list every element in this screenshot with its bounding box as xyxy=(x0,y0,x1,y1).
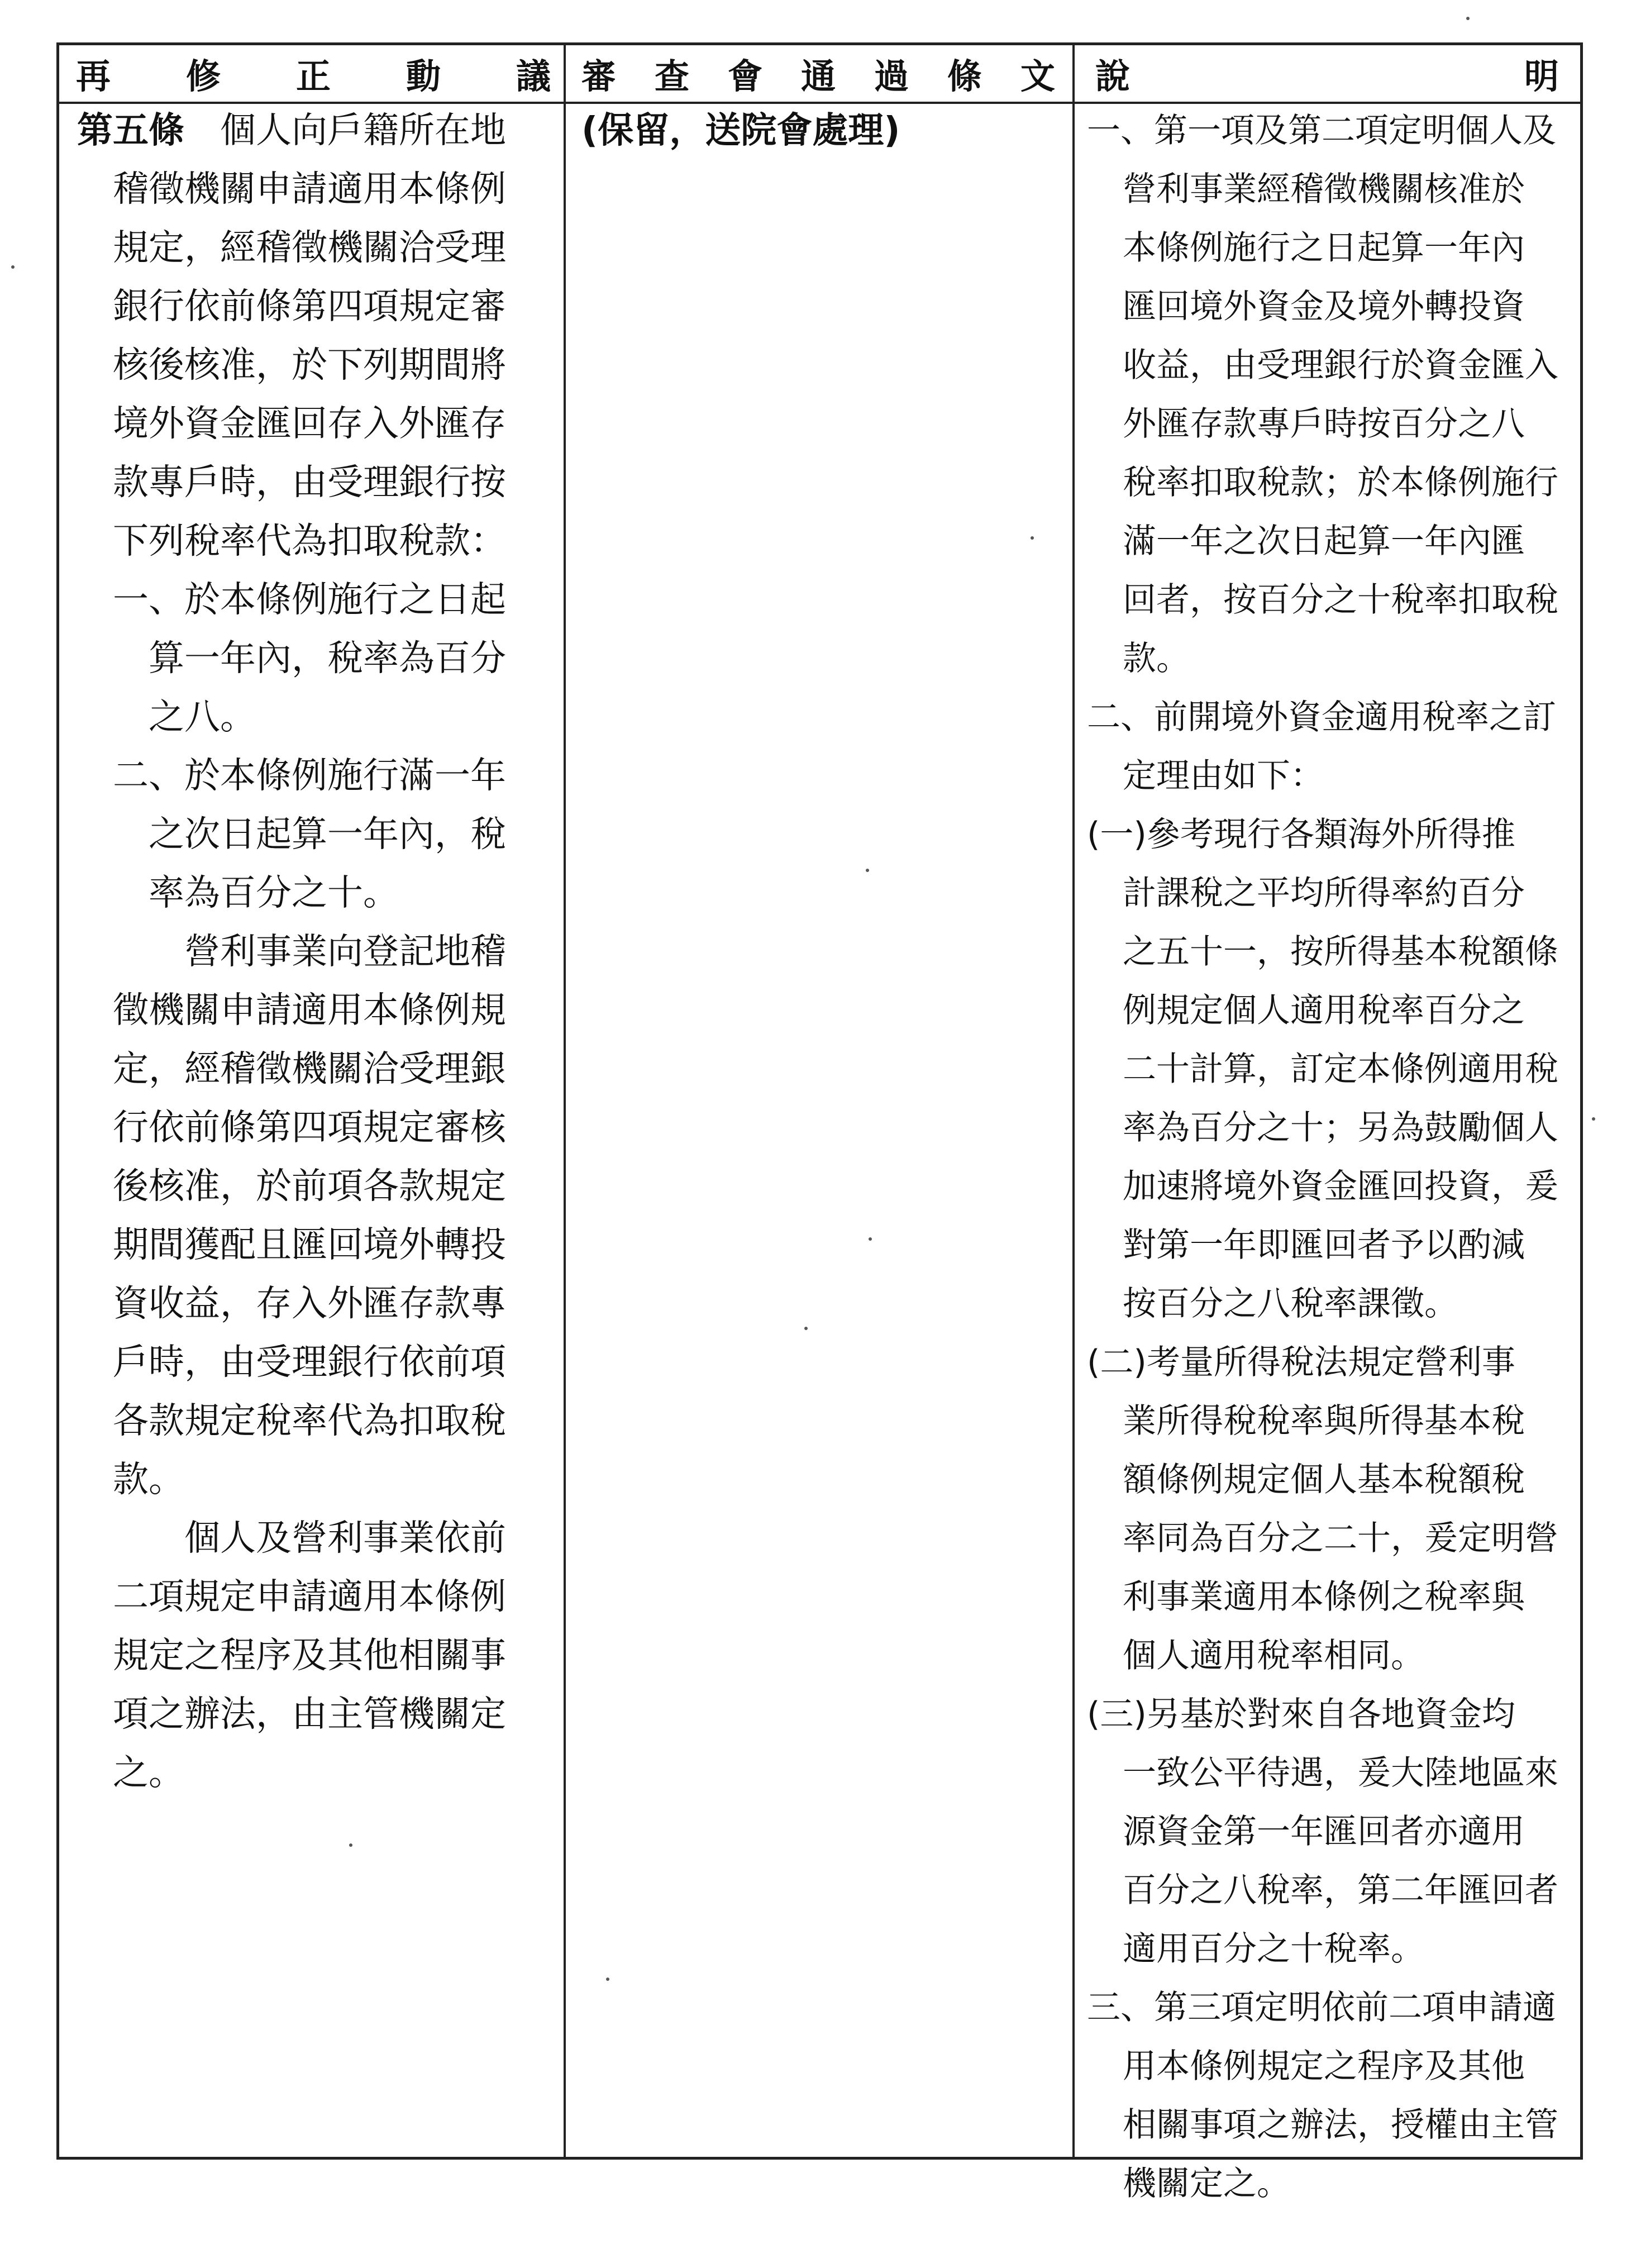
explanation-line: (三)另基於對來自各地資金均 xyxy=(1087,1695,1515,1734)
explanation-line: 二、前開境外資金適用稅率之訂 xyxy=(1087,698,1556,737)
explanation-line: 源資金第一年匯回者亦適用 xyxy=(1123,1812,1525,1851)
header-char: 查 xyxy=(654,56,689,97)
explanation-line: 定理由如下： xyxy=(1123,756,1324,795)
column-divider-2 xyxy=(1072,45,1075,2157)
paragraph-line: 定，經稽徵機關洽受理銀 xyxy=(113,1049,506,1090)
article-first-line xyxy=(77,102,557,160)
explanation-line: 率為百分之十；另為鼓勵個人 xyxy=(1123,1108,1558,1147)
explanation-line: 匯回境外資金及境外轉投資 xyxy=(1123,287,1525,326)
paragraph-line: 規定之程序及其他相關事 xyxy=(113,1635,506,1676)
header-char: 會 xyxy=(727,56,762,97)
item-line: 二、於本條例施行滿一年 xyxy=(113,755,506,797)
scan-speck xyxy=(1592,1117,1595,1121)
paragraph-line: 之。 xyxy=(113,1752,184,1794)
paragraph-line: 項之辦法，由主管機關定 xyxy=(113,1694,506,1735)
explanation-line: 業所得稅稅率與所得基本稅 xyxy=(1123,1402,1525,1441)
explanation-line: 率同為百分之二十，爰定明營 xyxy=(1123,1519,1558,1558)
paragraph-line: 規定，經稽徵機關洽受理 xyxy=(113,227,506,269)
explanation-line: (一)參考現行各類海外所得推 xyxy=(1087,815,1515,854)
item-line: 之八。 xyxy=(149,697,256,738)
item-line: 之次日起算一年內，稅 xyxy=(149,814,506,855)
legislative-comparison-table xyxy=(56,42,1583,2203)
paragraph-line: 行依前條第四項規定審核 xyxy=(113,1107,506,1149)
explanation-line: 計課稅之平均所得率約百分 xyxy=(1123,874,1525,913)
header-explanation xyxy=(1095,45,1559,102)
explanation-line: 加速將境外資金匯回投資，爰 xyxy=(1123,1167,1558,1206)
explanation-line: 收益，由受理銀行於資金匯入 xyxy=(1123,346,1558,385)
reserved-note: (保留，送院會處理) xyxy=(581,110,900,151)
paragraph-line: 戶時，由受理銀行依前項 xyxy=(113,1342,506,1383)
explanation-line: 之五十一，按所得基本稅額條 xyxy=(1123,932,1558,971)
committee-passed-column xyxy=(581,102,1062,2157)
paragraph-line: 銀行依前條第四項規定審 xyxy=(113,286,506,327)
scan-speck xyxy=(1466,17,1470,20)
paragraph-line: 款專戶時，由受理銀行按 xyxy=(113,462,506,503)
paragraph-line: 資收益，存入外匯存款專 xyxy=(113,1283,506,1324)
paragraph-line: 境外資金匯回存入外匯存 xyxy=(113,403,506,445)
explanation-line: 回者，按百分之十稅率扣取稅 xyxy=(1123,580,1558,620)
explanation-line: 額條例規定個人基本稅額稅 xyxy=(1123,1460,1525,1499)
header-char: 說 xyxy=(1095,56,1131,97)
header-char: 通 xyxy=(800,56,836,97)
explanation-line: 一、第一項及第二項定明個人及 xyxy=(1087,111,1556,150)
article-label: 第五條 xyxy=(77,110,184,151)
scan-speck xyxy=(349,1843,352,1847)
scan-speck xyxy=(1031,536,1034,540)
paragraph-line: 後核准，於前項各款規定 xyxy=(113,1166,506,1207)
header-char: 動 xyxy=(406,56,441,97)
item-line: 率為百分之十。 xyxy=(149,873,399,914)
re-amendment-column xyxy=(77,102,557,2157)
paragraph-line: 營利事業向登記地稽 xyxy=(184,931,506,973)
explanation-line: 稅率扣取稅款；於本條例施行 xyxy=(1123,463,1558,502)
paragraph-line: 下列稅率代為扣取稅款： xyxy=(113,521,506,562)
explanation-line: 機關定之。 xyxy=(1123,2164,1290,2203)
header-char: 文 xyxy=(1020,56,1055,97)
paragraph-line: 款。 xyxy=(113,1459,184,1500)
header-char: 正 xyxy=(295,56,331,97)
paragraph-line: 各款規定稅率代為扣取稅 xyxy=(113,1400,506,1442)
header-char: 明 xyxy=(1524,56,1559,97)
header-re-amendment-motion xyxy=(76,45,551,102)
explanation-line: 個人適用稅率相同。 xyxy=(1123,1636,1424,1675)
column-divider-1 xyxy=(564,45,566,2157)
explanation-line: 二十計算，訂定本條例適用稅 xyxy=(1123,1050,1558,1089)
scan-speck xyxy=(606,1978,609,1981)
header-char: 條 xyxy=(947,56,982,97)
paragraph-line: 核後核准，於下列期間將 xyxy=(113,345,506,386)
scan-speck xyxy=(866,869,869,872)
explanation-line: 三、第三項定明依前二項申請適 xyxy=(1087,1988,1556,2027)
explanation-line: 利事業適用本條例之稅率與 xyxy=(1123,1578,1525,1617)
header-char: 審 xyxy=(581,56,617,97)
header-committee-passed-text xyxy=(581,45,1055,102)
paragraph-line: 徵機關申請適用本條例規 xyxy=(113,990,506,1031)
header-char: 修 xyxy=(185,56,221,97)
scan-speck xyxy=(869,1237,872,1241)
item-line: 一、於本條例施行之日起 xyxy=(113,579,506,621)
explanation-line: 外匯存款專戶時按百分之八 xyxy=(1123,404,1525,444)
paragraph-line: 個人及營利事業依前 xyxy=(184,1518,506,1559)
explanation-line: 本條例施行之日起算一年內 xyxy=(1123,228,1525,268)
scan-speck xyxy=(804,1327,808,1330)
paragraph-line: 二項規定申請適用本條例 xyxy=(113,1576,506,1618)
explanation-line: 款。 xyxy=(1123,639,1190,678)
explanation-line: 滿一年之次日起算一年內匯 xyxy=(1123,522,1525,561)
explanation-line: 適用百分之十稅率。 xyxy=(1123,1929,1424,1969)
explanation-line: 營利事業經稽徵機關核准於 xyxy=(1123,170,1525,209)
explanation-line: 用本條例規定之程序及其他 xyxy=(1123,2047,1525,2086)
header-char: 過 xyxy=(874,56,909,97)
explanation-line: 對第一年即匯回者予以酌減 xyxy=(1123,1226,1525,1265)
explanation-line: (二)考量所得稅法規定營利事 xyxy=(1087,1343,1515,1382)
header-char: 議 xyxy=(516,56,551,97)
explanation-column xyxy=(1087,102,1573,2203)
explanation-line: 百分之八稅率，第二年匯回者 xyxy=(1123,1871,1558,1910)
paragraph-text: 個人向戶籍所在地 xyxy=(220,110,506,151)
explanation-line: 一致公平待遇，爰大陸地區來 xyxy=(1123,1754,1558,1793)
explanation-line: 按百分之八稅率課徵。 xyxy=(1123,1284,1458,1323)
header-char: 再 xyxy=(76,56,111,97)
explanation-line: 相關事項之辦法，授權由主管 xyxy=(1123,2105,1558,2145)
paragraph-line: 期間獲配且匯回境外轉投 xyxy=(113,1224,506,1266)
item-line: 算一年內，稅率為百分 xyxy=(149,638,506,679)
scan-speck xyxy=(11,265,15,269)
paragraph-line: 稽徵機關申請適用本條例 xyxy=(113,169,506,210)
explanation-line: 例規定個人適用稅率百分之 xyxy=(1123,991,1525,1030)
